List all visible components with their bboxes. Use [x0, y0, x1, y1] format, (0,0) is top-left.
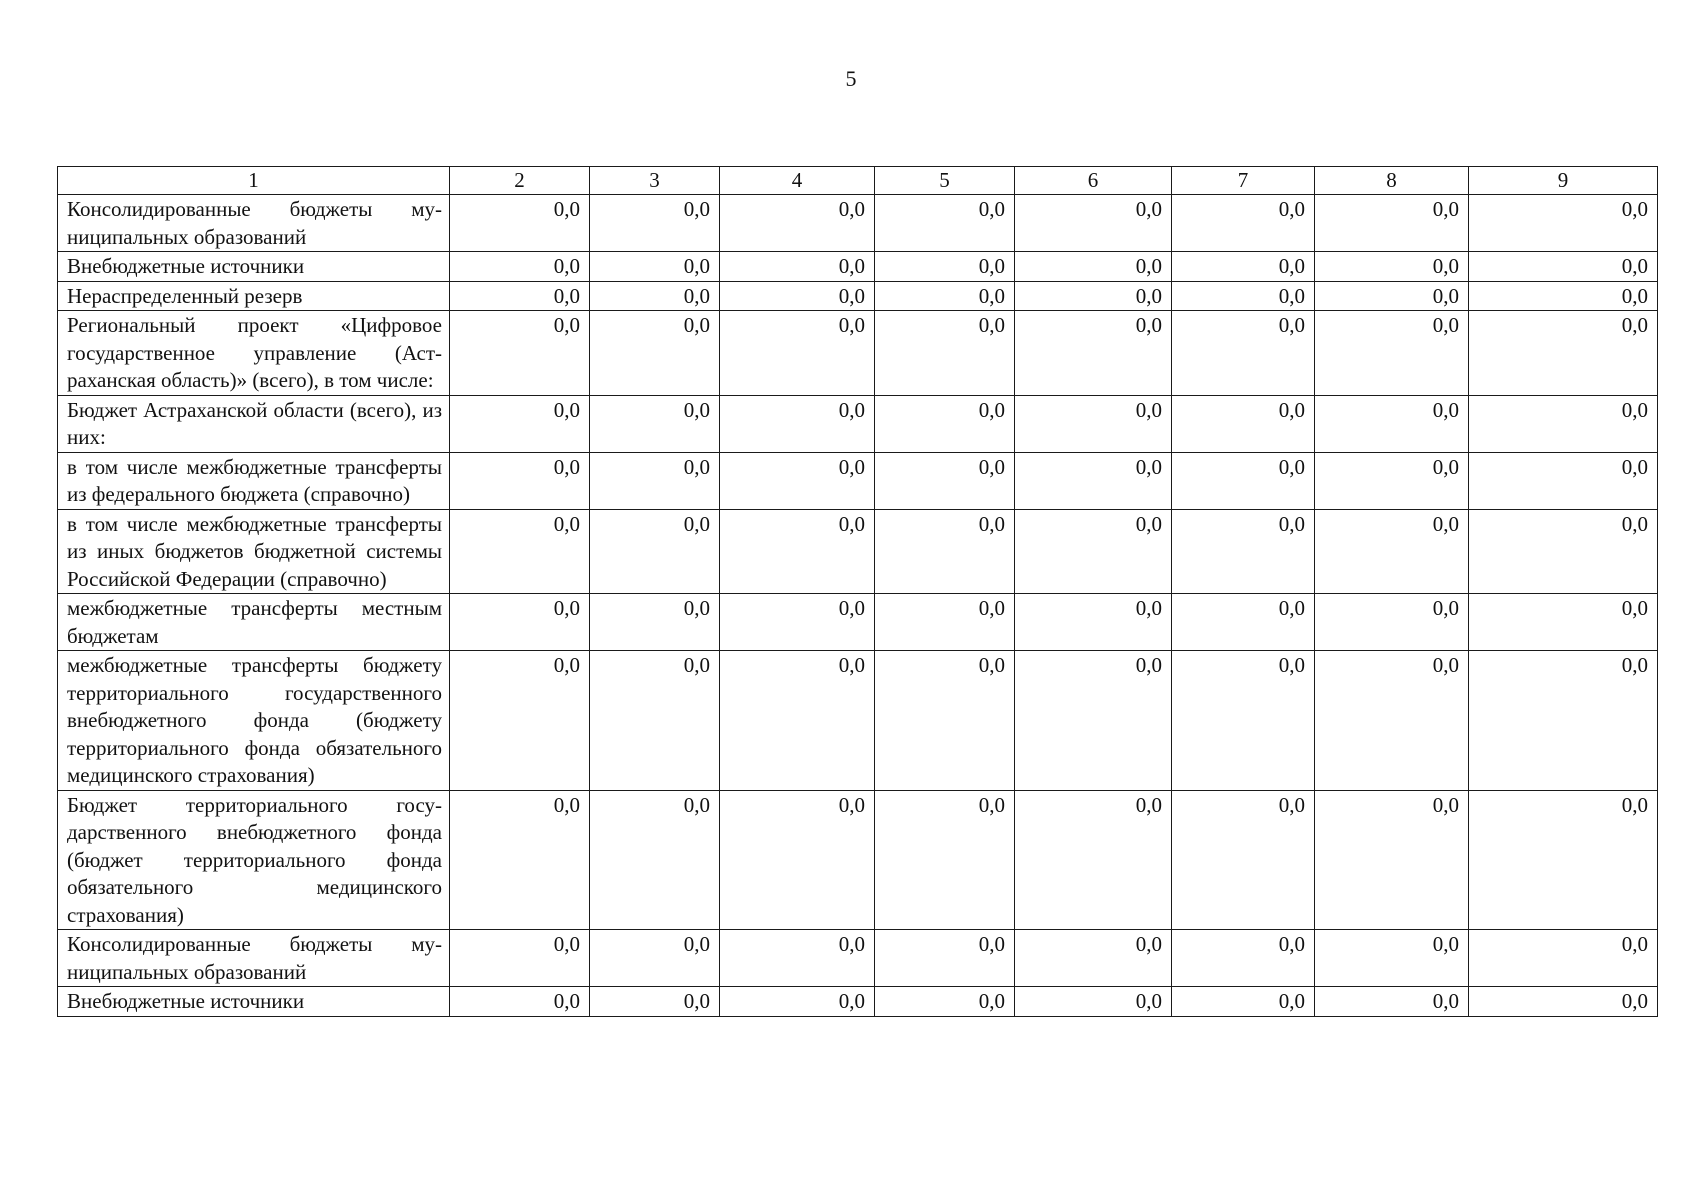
table-cell-value: 0,0 [875, 311, 1015, 396]
table-cell-value: 0,0 [590, 395, 720, 452]
table-cell-value: 0,0 [1315, 252, 1469, 282]
table-cell-value: 0,0 [1015, 651, 1172, 791]
table-cell-value: 0,0 [720, 594, 875, 651]
table-row [58, 195, 1658, 252]
table-cell-value: 0,0 [720, 252, 875, 282]
table-cell-value: 0,0 [1015, 509, 1172, 594]
table-cell-value: 0,0 [590, 252, 720, 282]
table-row [58, 790, 1658, 930]
table-cell-value: 0,0 [1172, 790, 1315, 930]
table-cell-value: 0,0 [1315, 452, 1469, 509]
table-cell-value: 0,0 [590, 594, 720, 651]
column-header: 8 [1315, 167, 1469, 195]
column-header: 1 [58, 167, 450, 195]
column-header: 3 [590, 167, 720, 195]
table-cell-value: 0,0 [1469, 252, 1658, 282]
table-cell-value: 0,0 [720, 790, 875, 930]
row-label: Консолидированные бюджеты муниципальных образований [58, 195, 450, 252]
table-cell-value: 0,0 [875, 651, 1015, 791]
table-cell-value: 0,0 [720, 987, 875, 1017]
table-cell-value: 0,0 [720, 930, 875, 987]
table-cell-value: 0,0 [1469, 930, 1658, 987]
table-cell-value: 0,0 [450, 651, 590, 791]
row-label: в том числе межбюджетные трансферты из иных бюджетов бюджетной системы Российской Федерации (справочно) [58, 509, 450, 594]
table-cell-value: 0,0 [590, 509, 720, 594]
table-cell-value: 0,0 [1015, 930, 1172, 987]
table-row [58, 651, 1658, 791]
row-label: Консолидированные бюджеты муниципальных образований [58, 930, 450, 987]
table-row [58, 987, 1658, 1017]
table-cell-value: 0,0 [1015, 311, 1172, 396]
table-cell-value: 0,0 [1315, 987, 1469, 1017]
table-cell-value: 0,0 [875, 252, 1015, 282]
row-label: Региональный проект «Цифровое государственное управление (Астраханская область)» (всего), в том числе: [58, 311, 450, 396]
table-cell-value: 0,0 [1172, 195, 1315, 252]
row-label: Бюджет территориального государственного внебюджетного фонда (бюджет территориального фонда обязательного медицинского страхования) [58, 790, 450, 930]
column-header: 7 [1172, 167, 1315, 195]
table-cell-value: 0,0 [1015, 594, 1172, 651]
table-cell-value: 0,0 [875, 509, 1015, 594]
row-label: межбюджетные трансферты местным бюджетам [58, 594, 450, 651]
table-cell-value: 0,0 [1172, 930, 1315, 987]
table-cell-value: 0,0 [1315, 195, 1469, 252]
table-row [58, 281, 1658, 311]
table-cell-value: 0,0 [450, 790, 590, 930]
table-cell-value: 0,0 [1315, 281, 1469, 311]
column-header: 2 [450, 167, 590, 195]
table-cell-value: 0,0 [1172, 594, 1315, 651]
table-cell-value: 0,0 [875, 452, 1015, 509]
row-label: межбюджетные трансферты бюджету территориального государственного внебюджетного фонда (бюджету территориального фонда обязательного медицинского страхования) [58, 651, 450, 791]
table-cell-value: 0,0 [1469, 594, 1658, 651]
table-cell-value: 0,0 [1315, 930, 1469, 987]
table-cell-value: 0,0 [875, 930, 1015, 987]
table-cell-value: 0,0 [1172, 281, 1315, 311]
table-cell-value: 0,0 [1015, 987, 1172, 1017]
column-header: 5 [875, 167, 1015, 195]
table-cell-value: 0,0 [1469, 281, 1658, 311]
table-cell-value: 0,0 [450, 930, 590, 987]
row-label: в том числе межбюджетные трансферты из федерального бюджета (справочно) [58, 452, 450, 509]
table-cell-value: 0,0 [590, 281, 720, 311]
table-cell-value: 0,0 [1469, 452, 1658, 509]
table-row [58, 311, 1658, 396]
table-cell-value: 0,0 [1172, 311, 1315, 396]
table-row [58, 252, 1658, 282]
table-cell-value: 0,0 [1469, 311, 1658, 396]
header-row [58, 167, 1658, 195]
table-cell-value: 0,0 [590, 987, 720, 1017]
row-label: Нераспределенный резерв [58, 281, 450, 311]
table-cell-value: 0,0 [1315, 395, 1469, 452]
row-label: Внебюджетные источники [58, 987, 450, 1017]
table-cell-value: 0,0 [450, 452, 590, 509]
table-cell-value: 0,0 [1469, 395, 1658, 452]
table-cell-value: 0,0 [1469, 195, 1658, 252]
table-cell-value: 0,0 [450, 395, 590, 452]
table-cell-value: 0,0 [590, 930, 720, 987]
table-cell-value: 0,0 [590, 452, 720, 509]
table-cell-value: 0,0 [1172, 395, 1315, 452]
table-cell-value: 0,0 [1315, 651, 1469, 791]
table-cell-value: 0,0 [1315, 790, 1469, 930]
column-header: 4 [720, 167, 875, 195]
table-cell-value: 0,0 [1315, 311, 1469, 396]
table-cell-value: 0,0 [720, 452, 875, 509]
table-cell-value: 0,0 [1015, 395, 1172, 452]
table-cell-value: 0,0 [875, 594, 1015, 651]
table-cell-value: 0,0 [720, 195, 875, 252]
table-cell-value: 0,0 [1015, 790, 1172, 930]
table-row [58, 395, 1658, 452]
table-row [58, 930, 1658, 987]
table-cell-value: 0,0 [1315, 509, 1469, 594]
table-cell-value: 0,0 [875, 195, 1015, 252]
page-number: 5 [845, 66, 857, 91]
table-cell-value: 0,0 [720, 509, 875, 594]
table-row [58, 452, 1658, 509]
table-cell-value: 0,0 [1015, 281, 1172, 311]
table-cell-value: 0,0 [450, 509, 590, 594]
table-cell-value: 0,0 [1315, 594, 1469, 651]
table-cell-value: 0,0 [875, 790, 1015, 930]
table-cell-value: 0,0 [1015, 195, 1172, 252]
table-cell-value: 0,0 [720, 395, 875, 452]
table-cell-value: 0,0 [1469, 651, 1658, 791]
column-header: 6 [1015, 167, 1172, 195]
table-cell-value: 0,0 [450, 252, 590, 282]
table-cell-value: 0,0 [720, 281, 875, 311]
table-row [58, 594, 1658, 651]
table-cell-value: 0,0 [720, 651, 875, 791]
table-cell-value: 0,0 [1015, 452, 1172, 509]
row-label: Бюджет Астраханской области (всего), из них: [58, 395, 450, 452]
table-cell-value: 0,0 [1172, 987, 1315, 1017]
table-cell-value: 0,0 [590, 790, 720, 930]
table-cell-value: 0,0 [450, 594, 590, 651]
table-cell-value: 0,0 [1469, 987, 1658, 1017]
table-cell-value: 0,0 [450, 195, 590, 252]
column-header: 9 [1469, 167, 1658, 195]
table-cell-value: 0,0 [1015, 252, 1172, 282]
row-label: Внебюджетные источники [58, 252, 450, 282]
table-cell-value: 0,0 [590, 195, 720, 252]
table-cell-value: 0,0 [590, 311, 720, 396]
table-cell-value: 0,0 [450, 987, 590, 1017]
table-cell-value: 0,0 [875, 281, 1015, 311]
table-row [58, 509, 1658, 594]
budget-table [57, 166, 1658, 1017]
table-cell-value: 0,0 [590, 651, 720, 791]
table-cell-value: 0,0 [1172, 252, 1315, 282]
table-cell-value: 0,0 [875, 987, 1015, 1017]
table-cell-value: 0,0 [450, 311, 590, 396]
table-cell-value: 0,0 [875, 395, 1015, 452]
table-cell-value: 0,0 [1172, 651, 1315, 791]
table-cell-value: 0,0 [450, 281, 590, 311]
table-cell-value: 0,0 [1172, 452, 1315, 509]
table-cell-value: 0,0 [1172, 509, 1315, 594]
table-cell-value: 0,0 [1469, 790, 1658, 930]
table-cell-value: 0,0 [1469, 509, 1658, 594]
table-cell-value: 0,0 [720, 311, 875, 396]
